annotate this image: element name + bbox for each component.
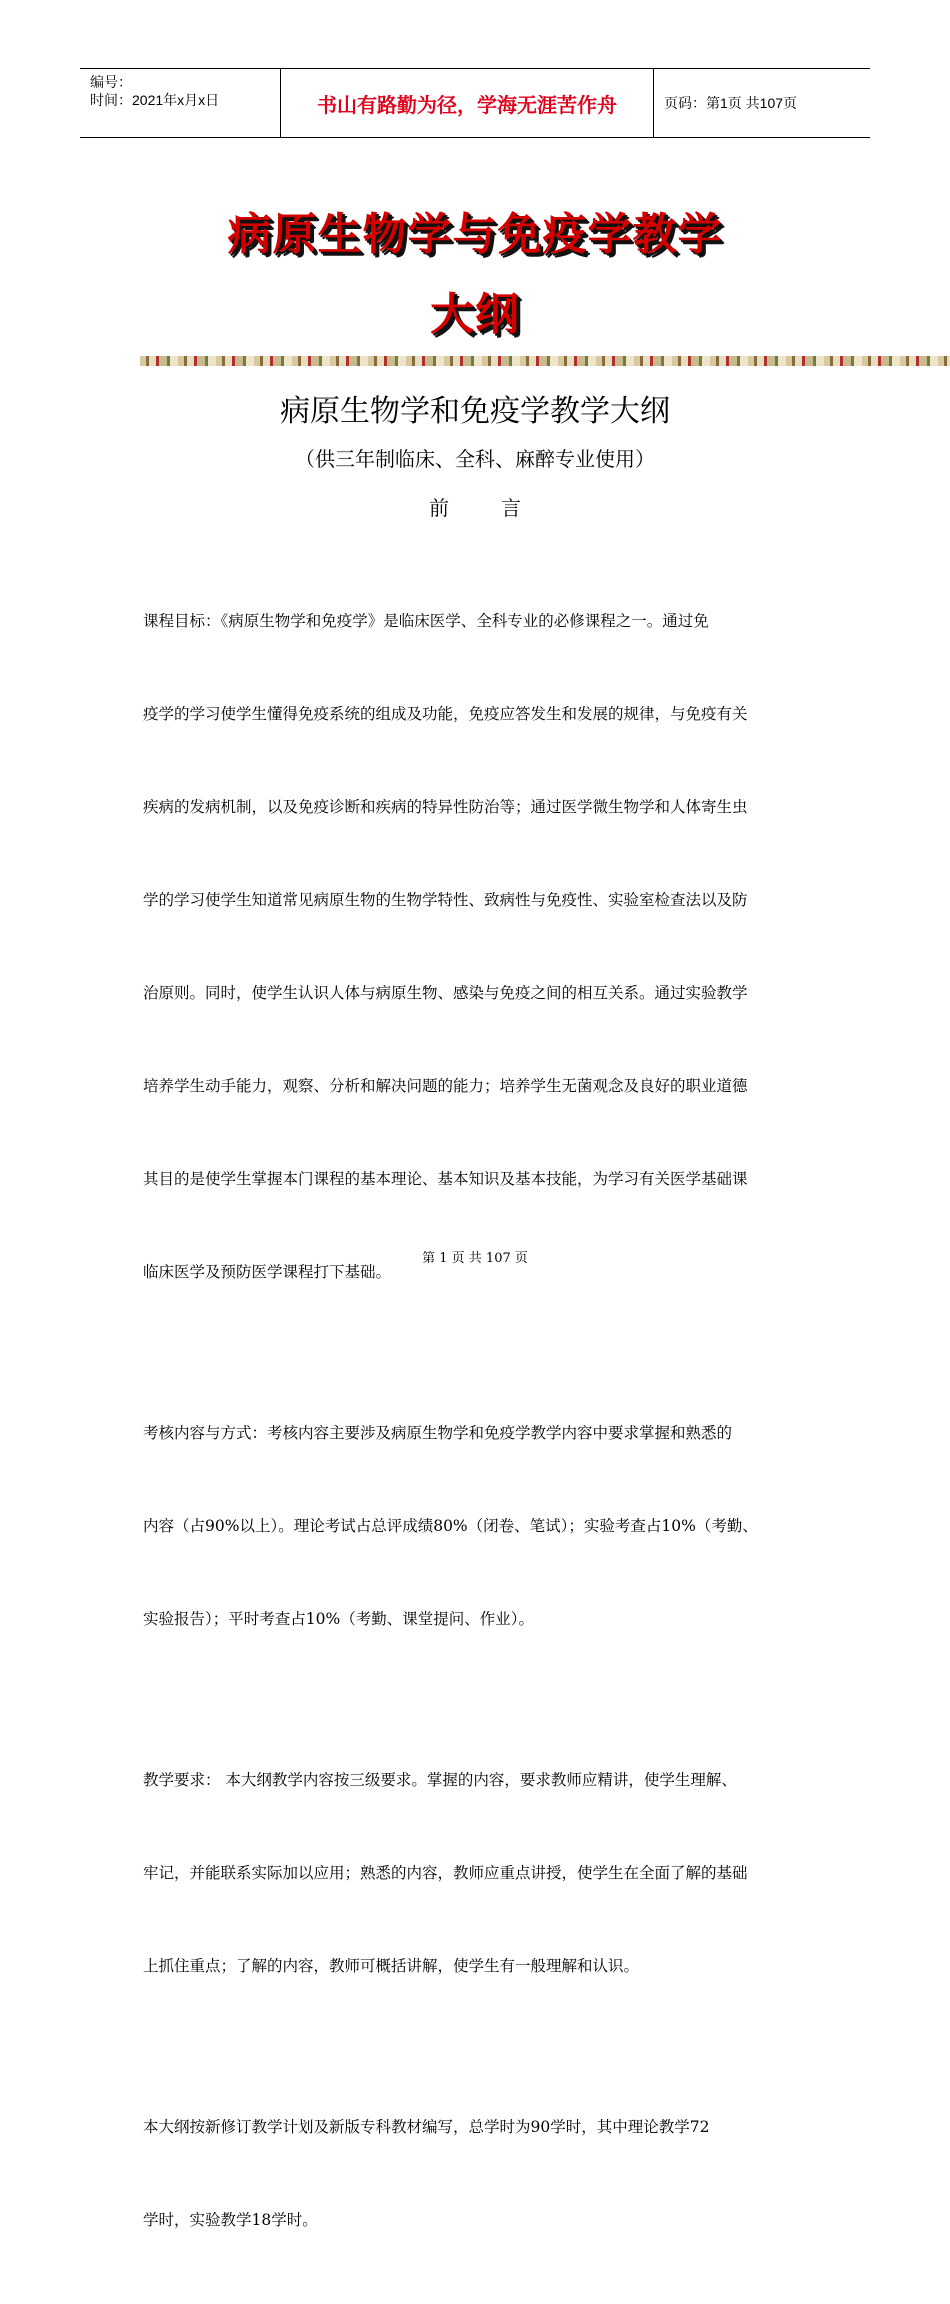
text-line: 本大纲按新修订教学计划及新版专科教材编写，总学时为90学时，其中理论教学72 bbox=[143, 2118, 710, 2136]
header-motto-cell bbox=[280, 69, 654, 137]
decorative-divider bbox=[140, 356, 950, 366]
header-page-cell bbox=[654, 69, 870, 137]
text-line: 上抓住重点；了解的内容，教师可概括讲解，使学生有一般理解和认识。 bbox=[143, 1957, 640, 1975]
paragraph-course-goal bbox=[143, 544, 823, 1350]
text-line: 培养学生动手能力，观察、分析和解决问题的能力；培养学生无菌观念及良好的职业道德 bbox=[143, 1077, 748, 1095]
text-line: 其目的是使学生掌握本门课程的基本理论、基本知识及基本技能，为学习有关医学基础课 bbox=[143, 1170, 748, 1188]
motto-text: 书山有路勤为径，学海无涯苦作舟 bbox=[317, 92, 617, 117]
number-label: 编号： bbox=[90, 74, 132, 90]
decorative-title-line1: 病原生物学与免疫学教学 bbox=[227, 209, 723, 260]
text-line: 学时，实验教学18学时。 bbox=[143, 2211, 318, 2229]
date-label: 时间：2021年x月x日 bbox=[90, 92, 220, 108]
header-meta-cell bbox=[80, 69, 280, 137]
text-line: 教学要求： 本大纲教学内容按三级要求。掌握的内容，要求教师应精讲，使学生理解、 bbox=[143, 1771, 737, 1789]
preface-char-1: 前 bbox=[429, 496, 449, 520]
header-table bbox=[80, 68, 870, 138]
body-text bbox=[143, 544, 823, 2304]
page-footer: 第 1 页 共 107 页 bbox=[422, 1251, 528, 1266]
document-subtitle: （供三年制临床、全科、麻醉专业使用） bbox=[295, 447, 655, 471]
text-line: 考核内容与方式：考核内容主要涉及病原生物学和免疫学教学内容中要求掌握和熟悉的 bbox=[143, 1424, 733, 1442]
preface-char-2: 言 bbox=[501, 496, 521, 520]
text-line: 学的学习使学生知道常见病原生物的生物学特性、致病性与免疫性、实验室检查法以及防 bbox=[143, 891, 748, 909]
text-line: 疾病的发病机制，以及免疫诊断和疾病的特异性防治等；通过医学微生物学和人体寄生虫 bbox=[143, 798, 748, 816]
text-line: 临床医学及预防医学课程打下基础。 bbox=[143, 1263, 392, 1281]
text-line: 治原则。同时，使学生认识人体与病原生物、感染与免疫之间的相互关系。通过实验教学 bbox=[143, 984, 748, 1002]
text-line: 牢记，并能联系实际加以应用；熟悉的内容，教师应重点讲授，使学生在全面了解的基础 bbox=[143, 1864, 748, 1882]
paragraph-hours bbox=[143, 2050, 823, 2298]
preface-heading bbox=[0, 492, 950, 521]
paragraph-assessment bbox=[143, 1356, 823, 1697]
page-info: 页码：第1页 共107页 bbox=[664, 95, 798, 111]
text-line: 内容（占90%以上）。理论考试占总评成绩80%（闭卷、笔试）；实验考查占10%（考勤、 bbox=[143, 1517, 758, 1535]
text-line: 疫学的学习使学生懂得免疫系统的组成及功能，免疫应答发生和发展的规律，与免疫有关 bbox=[143, 705, 748, 723]
document-title: 病原生物学和免疫学教学大纲 bbox=[280, 394, 670, 429]
text-line: 实验报告）；平时考查占10%（考勤、课堂提问、作业）。 bbox=[143, 1610, 534, 1628]
decorative-title-line2: 大纲 bbox=[430, 289, 520, 340]
paragraph-requirements bbox=[143, 1703, 823, 2044]
text-line: 课程目标：《病原生物学和免疫学》是临床医学、全科专业的必修课程之一。通过免 bbox=[143, 612, 709, 630]
